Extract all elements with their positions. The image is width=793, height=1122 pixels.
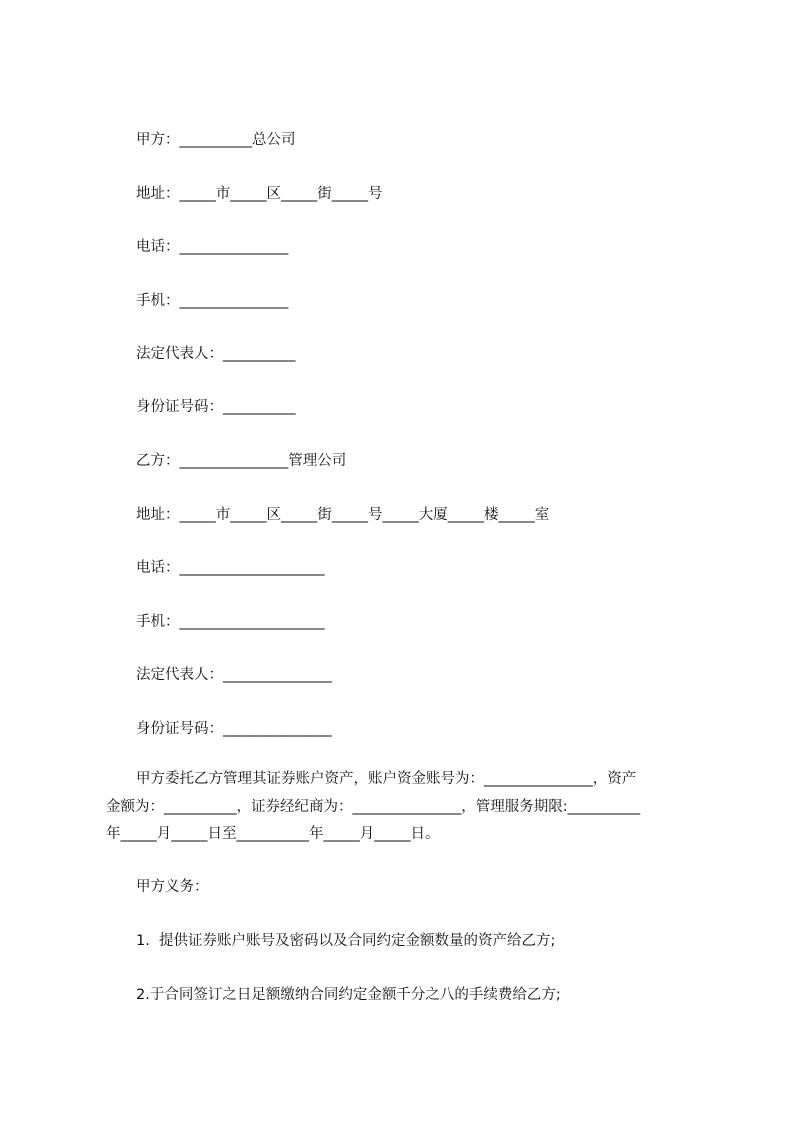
party-a-phone-line: 电话：_______________: [136, 239, 289, 255]
party-b-id-line: 身份证号码：_______________: [136, 721, 332, 737]
party-b-address-line: 地址：_____市_____区_____街_____号_____大厦_____楼_____室: [136, 507, 550, 523]
entrustment-paragraph: [106, 766, 702, 849]
entrustment-row-3: 年_____月_____日至__________年_____月_____日。: [106, 826, 440, 842]
party-a-id-line: 身份证号码：__________: [136, 399, 296, 415]
party-b-mobile-line: 手机：____________________: [136, 614, 325, 630]
party-b-phone-line: 电话：____________________: [136, 560, 325, 576]
party-a-address-line: 地址：_____市_____区_____街_____号: [136, 186, 383, 202]
party-a-mobile-line: 手机：_______________: [136, 293, 289, 309]
obligation-item-2: 2.于合同签订之日足额缴纳合同约定金额千分之八的手续费给乙方;: [136, 987, 561, 1003]
party-a-name-line: 甲方：__________总公司: [136, 132, 296, 148]
party-b-name-line: 乙方：_______________管理公司: [136, 453, 347, 469]
obligations-heading: 甲方义务：: [136, 879, 209, 895]
party-b-legal-rep-line: 法定代表人：_______________: [136, 667, 332, 683]
obligation-item-1: 1. 提供证券账户账号及密码以及合同约定金额数量的资产给乙方;: [136, 933, 556, 949]
party-a-legal-rep-line: 法定代表人：__________: [136, 346, 296, 362]
entrustment-row-1: 甲方委托乙方管理其证券账户资产，账户资金账号为：_______________，资产: [136, 771, 637, 787]
entrustment-row-2: 金额为：__________，证券经纪商为：_______________，管理服务期限:__________: [106, 798, 641, 815]
